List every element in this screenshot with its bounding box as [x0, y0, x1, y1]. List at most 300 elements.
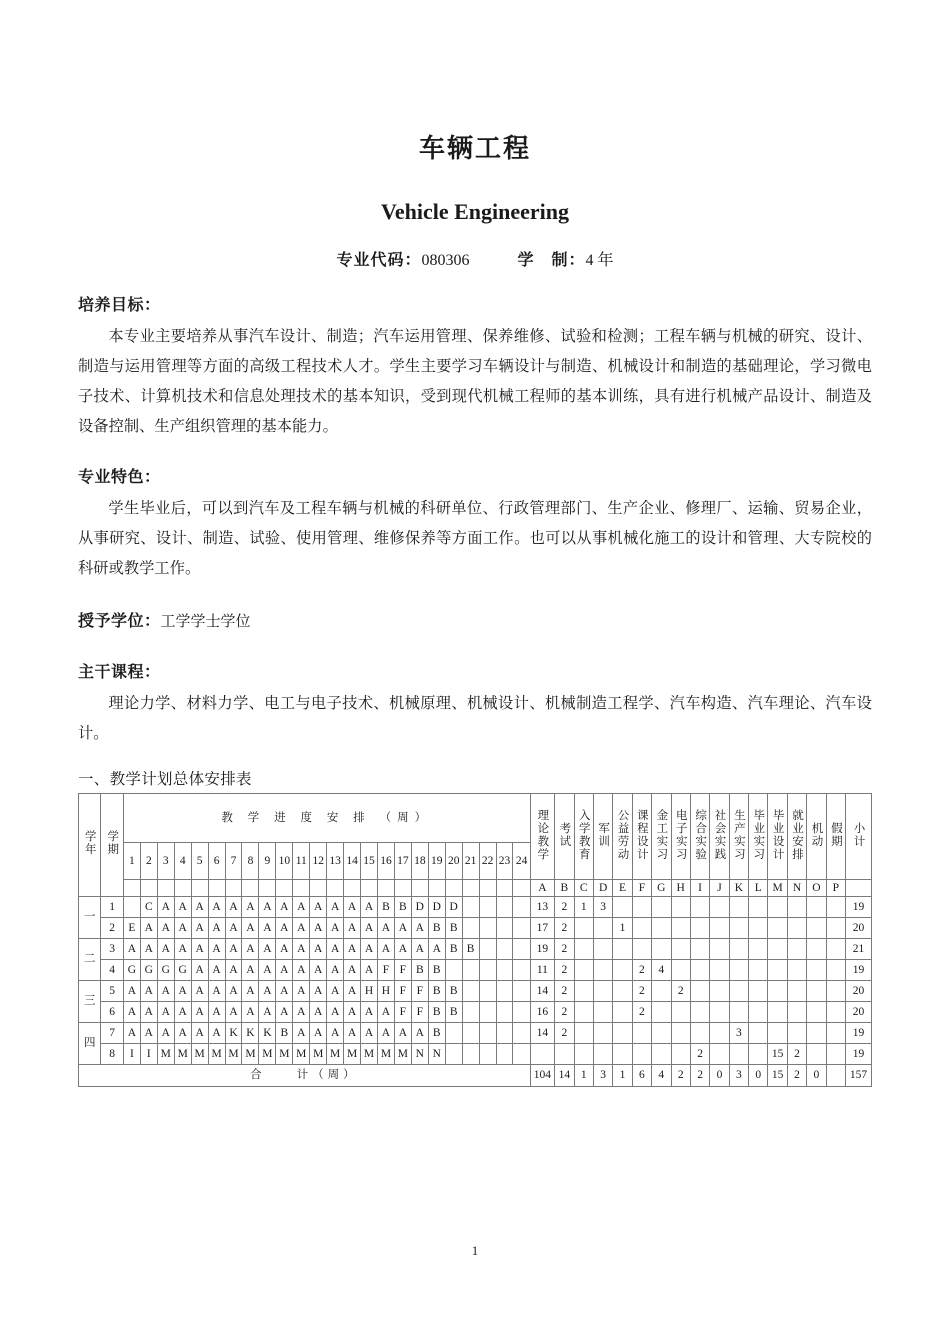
total-f: 6: [632, 1065, 651, 1087]
code-row-subtotal-spacer: [846, 880, 872, 897]
schedule-cell-w15: A: [361, 918, 378, 939]
table-row: [79, 939, 872, 960]
category-header-label: 社会实践: [713, 808, 726, 861]
subtotal-cell: 20: [846, 918, 872, 939]
code-row-week-spacer: [361, 880, 378, 897]
schedule-cell-w17: F: [394, 1002, 411, 1023]
schedule-cell-w23: [496, 1002, 513, 1023]
count-cell-c: [574, 960, 593, 981]
schedule-cell-w24: [513, 960, 530, 981]
count-cell-n: [787, 939, 806, 960]
code-row-week-spacer: [242, 880, 259, 897]
count-cell-e: [613, 939, 632, 960]
schedule-cell-w16: A: [377, 918, 394, 939]
count-cell-k: [729, 897, 748, 918]
count-cell-e: [613, 981, 632, 1002]
category-header-label: 入学教育: [577, 808, 590, 861]
count-cell-b: 2: [555, 939, 574, 960]
count-cell-h: [671, 939, 690, 960]
total-k: 3: [729, 1065, 748, 1087]
count-cell-c: [574, 981, 593, 1002]
schedule-cell-w3: G: [157, 960, 174, 981]
category-code-k: K: [729, 880, 748, 897]
code-row-week-spacer: [310, 880, 327, 897]
week-header-15: 15: [361, 842, 378, 879]
schedule-cell-w22: [479, 897, 496, 918]
schedule-cell-w8: M: [242, 1044, 259, 1065]
schedule-cell-w4: M: [174, 1044, 191, 1065]
count-cell-n: [787, 1023, 806, 1044]
count-cell-e: 1: [613, 918, 632, 939]
category-header-label: 毕业设计: [771, 808, 784, 861]
schedule-cell-w3: M: [157, 1044, 174, 1065]
schedule-cell-w16: A: [377, 939, 394, 960]
major-meta-line: [78, 225, 872, 270]
code-row-week-spacer: [293, 880, 310, 897]
schedule-cell-w2: A: [140, 981, 157, 1002]
schedule-cell-w24: [513, 1023, 530, 1044]
count-cell-d: [593, 981, 612, 1002]
total-n: 2: [787, 1065, 806, 1087]
count-cell-c: [574, 939, 593, 960]
count-cell-l: [749, 1002, 768, 1023]
schedule-cell-w8: A: [242, 918, 259, 939]
count-cell-f: [632, 897, 651, 918]
table-row: [79, 918, 872, 939]
schedule-cell-w11: A: [293, 981, 310, 1002]
category-code-c: C: [574, 880, 593, 897]
schedule-cell-w18: F: [411, 981, 428, 1002]
category-header-f: [632, 794, 651, 880]
count-cell-e: [613, 1002, 632, 1023]
total-a: 104: [530, 1065, 555, 1087]
schedule-cell-w11: A: [293, 1023, 310, 1044]
header-row-codes: [79, 880, 872, 897]
count-cell-o: [807, 1044, 826, 1065]
count-cell-j: [710, 1044, 729, 1065]
week-header-8: 8: [242, 842, 259, 879]
schedule-cell-w23: [496, 1044, 513, 1065]
schedule-cell-w9: A: [259, 1002, 276, 1023]
subtotal-cell: 20: [846, 981, 872, 1002]
code-row-week-spacer: [394, 880, 411, 897]
subtotal-cell: 21: [846, 939, 872, 960]
count-cell-j: [710, 981, 729, 1002]
schedule-cell-w2: C: [140, 897, 157, 918]
schedule-cell-w9: M: [259, 1044, 276, 1065]
count-cell-o: [807, 960, 826, 981]
schedule-cell-w19: D: [428, 897, 445, 918]
code-row-week-spacer: [411, 880, 428, 897]
total-l: 0: [749, 1065, 768, 1087]
count-cell-j: [710, 897, 729, 918]
schedule-cell-w14: M: [344, 1044, 361, 1065]
total-d: 3: [593, 1065, 612, 1087]
schedule-cell-w3: A: [157, 1023, 174, 1044]
schedule-cell-w12: A: [310, 1023, 327, 1044]
code-row-week-spacer: [344, 880, 361, 897]
table-head: [79, 794, 872, 897]
schedule-cell-w19: B: [428, 1023, 445, 1044]
count-cell-l: [749, 1023, 768, 1044]
schedule-cell-w5: A: [191, 960, 208, 981]
code-row-week-spacer: [479, 880, 496, 897]
week-header-12: 12: [310, 842, 327, 879]
schedule-cell-w4: A: [174, 1002, 191, 1023]
schedule-cell-w7: A: [225, 897, 242, 918]
schedule-cell-w8: A: [242, 981, 259, 1002]
week-header-11: 11: [293, 842, 310, 879]
schedule-cell-w6: A: [208, 1023, 225, 1044]
schedule-cell-w15: A: [361, 1002, 378, 1023]
category-code-h: H: [671, 880, 690, 897]
schedule-cell-w11: A: [293, 897, 310, 918]
table-caption: 一、教学计划总体安排表: [78, 771, 252, 788]
category-header-k: [729, 794, 748, 880]
code-row-week-spacer: [225, 880, 242, 897]
schedule-cell-w11: A: [293, 960, 310, 981]
count-cell-l: [749, 1044, 768, 1065]
schedule-cell-w10: M: [276, 1044, 293, 1065]
schedule-cell-w4: A: [174, 897, 191, 918]
schedule-cell-w17: B: [394, 897, 411, 918]
count-cell-b: 2: [555, 960, 574, 981]
count-cell-l: [749, 939, 768, 960]
semester-column-header: 学期: [101, 794, 123, 897]
schedule-cell-w14: A: [344, 897, 361, 918]
count-cell-k: [729, 1044, 748, 1065]
schedule-cell-w14: A: [344, 918, 361, 939]
count-cell-p: [826, 960, 845, 981]
count-cell-o: [807, 897, 826, 918]
code-row-week-spacer: [174, 880, 191, 897]
week-header-13: 13: [327, 842, 344, 879]
count-cell-b: [555, 1044, 574, 1065]
schedule-cell-w5: M: [191, 1044, 208, 1065]
schedule-cell-w23: [496, 918, 513, 939]
category-header-m: [768, 794, 787, 880]
count-cell-b: 2: [555, 981, 574, 1002]
count-cell-b: 2: [555, 1002, 574, 1023]
schedule-cell-w21: [462, 981, 479, 1002]
count-cell-m: [768, 960, 787, 981]
week-header-17: 17: [394, 842, 411, 879]
code-row-week-spacer: [496, 880, 513, 897]
count-cell-d: 3: [593, 897, 612, 918]
core-courses-text: 理论力学、材料力学、电工与电子技术、机械原理、机械设计、机械制造工程学、汽车构造、汽车理论、汽车设计。: [78, 695, 872, 742]
schedule-cell-w7: A: [225, 960, 242, 981]
schedule-cell-w22: [479, 960, 496, 981]
count-cell-l: [749, 897, 768, 918]
year-cell: 四: [79, 1023, 101, 1065]
schedule-cell-w11: A: [293, 918, 310, 939]
schedule-cell-w1: E: [123, 918, 140, 939]
week-header-14: 14: [344, 842, 361, 879]
category-header-d: [593, 794, 612, 880]
schedule-cell-w4: A: [174, 1023, 191, 1044]
count-cell-b: 2: [555, 897, 574, 918]
week-header-1: 1: [123, 842, 140, 879]
schedule-cell-w17: F: [394, 960, 411, 981]
count-cell-l: [749, 960, 768, 981]
schedule-cell-w9: K: [259, 1023, 276, 1044]
schedule-cell-w19: B: [428, 981, 445, 1002]
category-header-i: [690, 794, 709, 880]
schedule-cell-w7: A: [225, 939, 242, 960]
schedule-cell-w19: A: [428, 939, 445, 960]
teaching-plan-table: [78, 793, 872, 1087]
schedule-cell-w14: A: [344, 1002, 361, 1023]
category-header-label: 电子实习: [674, 808, 687, 861]
count-cell-j: [710, 1023, 729, 1044]
category-header-label: 金工实习: [655, 808, 668, 861]
count-cell-k: [729, 939, 748, 960]
schedule-cell-w23: [496, 897, 513, 918]
schedule-cell-w15: A: [361, 939, 378, 960]
category-header-label: 生产实习: [732, 808, 745, 861]
count-cell-p: [826, 897, 845, 918]
category-header-e: [613, 794, 632, 880]
count-cell-a: 14: [530, 981, 555, 1002]
degree-row: [78, 606, 872, 637]
schedule-cell-w20: [445, 1044, 462, 1065]
schedule-cell-w16: B: [377, 897, 394, 918]
count-cell-d: [593, 1002, 612, 1023]
schedule-cell-w16: F: [377, 960, 394, 981]
code-row-week-spacer: [259, 880, 276, 897]
schedule-cell-w19: B: [428, 960, 445, 981]
year-cell: 一: [79, 897, 101, 939]
category-header-c: [574, 794, 593, 880]
count-cell-p: [826, 981, 845, 1002]
semester-cell: 7: [101, 1023, 123, 1044]
schedule-cell-w14: A: [344, 981, 361, 1002]
schedule-cell-w13: A: [327, 1023, 344, 1044]
semester-cell: 1: [101, 897, 123, 918]
category-header-label: 假期: [829, 821, 842, 848]
week-header-2: 2: [140, 842, 157, 879]
category-code-p: P: [826, 880, 845, 897]
schedule-cell-w1: [123, 897, 140, 918]
schedule-cell-w11: A: [293, 1002, 310, 1023]
schedule-cell-w7: A: [225, 918, 242, 939]
count-cell-a: [530, 1044, 555, 1065]
schedule-cell-w2: A: [140, 918, 157, 939]
table-row: [79, 981, 872, 1002]
schedule-cell-w17: A: [394, 1023, 411, 1044]
major-feature-heading: 专业特色：: [78, 467, 161, 486]
total-j: 0: [710, 1065, 729, 1087]
schedule-cell-w3: A: [157, 918, 174, 939]
schedule-cell-w22: [479, 981, 496, 1002]
count-cell-i: [690, 960, 709, 981]
count-cell-f: [632, 918, 651, 939]
total-i: 2: [690, 1065, 709, 1087]
schedule-cell-w2: A: [140, 1002, 157, 1023]
schedule-cell-w6: M: [208, 1044, 225, 1065]
semester-cell: 2: [101, 918, 123, 939]
count-cell-f: 2: [632, 981, 651, 1002]
category-header-j: [710, 794, 729, 880]
category-header-o: [807, 794, 826, 880]
count-cell-g: 4: [652, 960, 671, 981]
category-code-d: D: [593, 880, 612, 897]
schedule-cell-w13: A: [327, 939, 344, 960]
schedule-cell-w15: M: [361, 1044, 378, 1065]
count-cell-g: [652, 1044, 671, 1065]
schedule-cell-w4: A: [174, 918, 191, 939]
duration-value: 4 年: [585, 252, 614, 269]
code-row-week-spacer: [191, 880, 208, 897]
count-cell-m: [768, 1002, 787, 1023]
week-header-22: 22: [479, 842, 496, 879]
count-cell-n: [787, 918, 806, 939]
schedule-cell-w8: A: [242, 1002, 259, 1023]
schedule-cell-w20: B: [445, 981, 462, 1002]
schedule-cell-w23: [496, 939, 513, 960]
count-cell-h: [671, 960, 690, 981]
category-header-label: 就业安排: [791, 808, 804, 861]
category-header-n: [787, 794, 806, 880]
count-cell-b: 2: [555, 918, 574, 939]
count-cell-m: [768, 939, 787, 960]
count-cell-o: [807, 1023, 826, 1044]
schedule-cell-w6: A: [208, 918, 225, 939]
category-header-h: [671, 794, 690, 880]
week-header-9: 9: [259, 842, 276, 879]
count-cell-e: [613, 1023, 632, 1044]
week-header-4: 4: [174, 842, 191, 879]
schedule-cell-w9: A: [259, 960, 276, 981]
count-cell-h: 2: [671, 981, 690, 1002]
schedule-cell-w12: A: [310, 960, 327, 981]
schedule-cell-w21: [462, 1044, 479, 1065]
count-cell-p: [826, 918, 845, 939]
schedule-cell-w8: A: [242, 960, 259, 981]
count-cell-b: 2: [555, 1023, 574, 1044]
schedule-cell-w1: G: [123, 960, 140, 981]
count-cell-o: [807, 981, 826, 1002]
year-cell: 二: [79, 939, 101, 981]
count-cell-g: [652, 897, 671, 918]
schedule-cell-w16: M: [377, 1044, 394, 1065]
code-row-week-spacer: [157, 880, 174, 897]
category-header-label: 课程设计: [635, 808, 648, 861]
week-header-16: 16: [377, 842, 394, 879]
schedule-cell-w6: A: [208, 981, 225, 1002]
total-h: 2: [671, 1065, 690, 1087]
schedule-cell-w8: A: [242, 939, 259, 960]
week-header-20: 20: [445, 842, 462, 879]
schedule-cell-w21: [462, 918, 479, 939]
schedule-cell-w12: A: [310, 918, 327, 939]
count-cell-c: [574, 918, 593, 939]
schedule-cell-w2: A: [140, 1023, 157, 1044]
page-number: 1: [471, 1243, 479, 1258]
schedule-cell-w8: K: [242, 1023, 259, 1044]
count-cell-p: [826, 1044, 845, 1065]
count-cell-g: [652, 939, 671, 960]
week-header-18: 18: [411, 842, 428, 879]
count-cell-a: 11: [530, 960, 555, 981]
schedule-cell-w7: A: [225, 981, 242, 1002]
subtotal-cell: 20: [846, 1002, 872, 1023]
category-header-label: 公益劳动: [616, 808, 629, 861]
code-row-week-spacer: [140, 880, 157, 897]
week-header-21: 21: [462, 842, 479, 879]
category-code-i: I: [690, 880, 709, 897]
code-row-week-spacer: [123, 880, 140, 897]
category-code-o: O: [807, 880, 826, 897]
subtotal-cell: 19: [846, 1044, 872, 1065]
schedule-cell-w18: A: [411, 918, 428, 939]
schedule-cell-w10: B: [276, 1023, 293, 1044]
schedule-cell-w1: A: [123, 1023, 140, 1044]
schedule-cell-w24: [513, 1044, 530, 1065]
schedule-cell-w24: [513, 981, 530, 1002]
schedule-cell-w21: B: [462, 939, 479, 960]
major-feature-text: 学生毕业后，可以到汽车及工程车辆与机械的科研单位、行政管理部门、生产企业、修理厂、运输、贸易企业，从事研究、设计、制造、试验、使用管理、维修保养等方面工作。也可以从事机械化施工的设计和管理、大专院校的科研或教学工作。: [78, 500, 872, 577]
category-header-g: [652, 794, 671, 880]
table-row: [79, 1044, 872, 1065]
table-row: [79, 960, 872, 981]
schedule-cell-w11: M: [293, 1044, 310, 1065]
schedule-cell-w14: A: [344, 960, 361, 981]
category-header-label: 机动: [810, 821, 823, 848]
page-title: 车辆工程: [418, 134, 531, 164]
count-cell-j: [710, 960, 729, 981]
total-e: 1: [613, 1065, 632, 1087]
schedule-cell-w22: [479, 1044, 496, 1065]
schedule-cell-w13: A: [327, 897, 344, 918]
total-o: 0: [807, 1065, 826, 1087]
count-cell-i: [690, 939, 709, 960]
table-row: [79, 1002, 872, 1023]
count-cell-f: [632, 1044, 651, 1065]
schedule-cell-w12: A: [310, 981, 327, 1002]
category-code-e: E: [613, 880, 632, 897]
schedule-cell-w5: A: [191, 1023, 208, 1044]
schedule-cell-w5: A: [191, 939, 208, 960]
category-header-label: 毕业实习: [752, 808, 765, 861]
count-cell-j: [710, 939, 729, 960]
semester-cell: 4: [101, 960, 123, 981]
schedule-cell-w17: A: [394, 918, 411, 939]
category-code-b: B: [555, 880, 574, 897]
year-cell: 三: [79, 981, 101, 1023]
week-header-7: 7: [225, 842, 242, 879]
total-g: 4: [652, 1065, 671, 1087]
schedule-cell-w15: A: [361, 960, 378, 981]
table-body: [79, 897, 872, 1065]
count-cell-d: [593, 918, 612, 939]
semester-cell: 3: [101, 939, 123, 960]
schedule-cell-w20: [445, 960, 462, 981]
subtotal-column-header: 小计: [846, 794, 872, 880]
schedule-cell-w9: A: [259, 939, 276, 960]
category-code-j: J: [710, 880, 729, 897]
semester-cell: 5: [101, 981, 123, 1002]
schedule-cell-w15: A: [361, 1023, 378, 1044]
schedule-cell-w19: B: [428, 918, 445, 939]
schedule-cell-w19: B: [428, 1002, 445, 1023]
header-row-banner: [79, 794, 872, 843]
count-cell-n: [787, 981, 806, 1002]
core-courses-heading: 主干课程：: [78, 662, 161, 681]
count-cell-i: [690, 1002, 709, 1023]
schedule-cell-w14: A: [344, 1023, 361, 1044]
total-p: [826, 1065, 845, 1087]
